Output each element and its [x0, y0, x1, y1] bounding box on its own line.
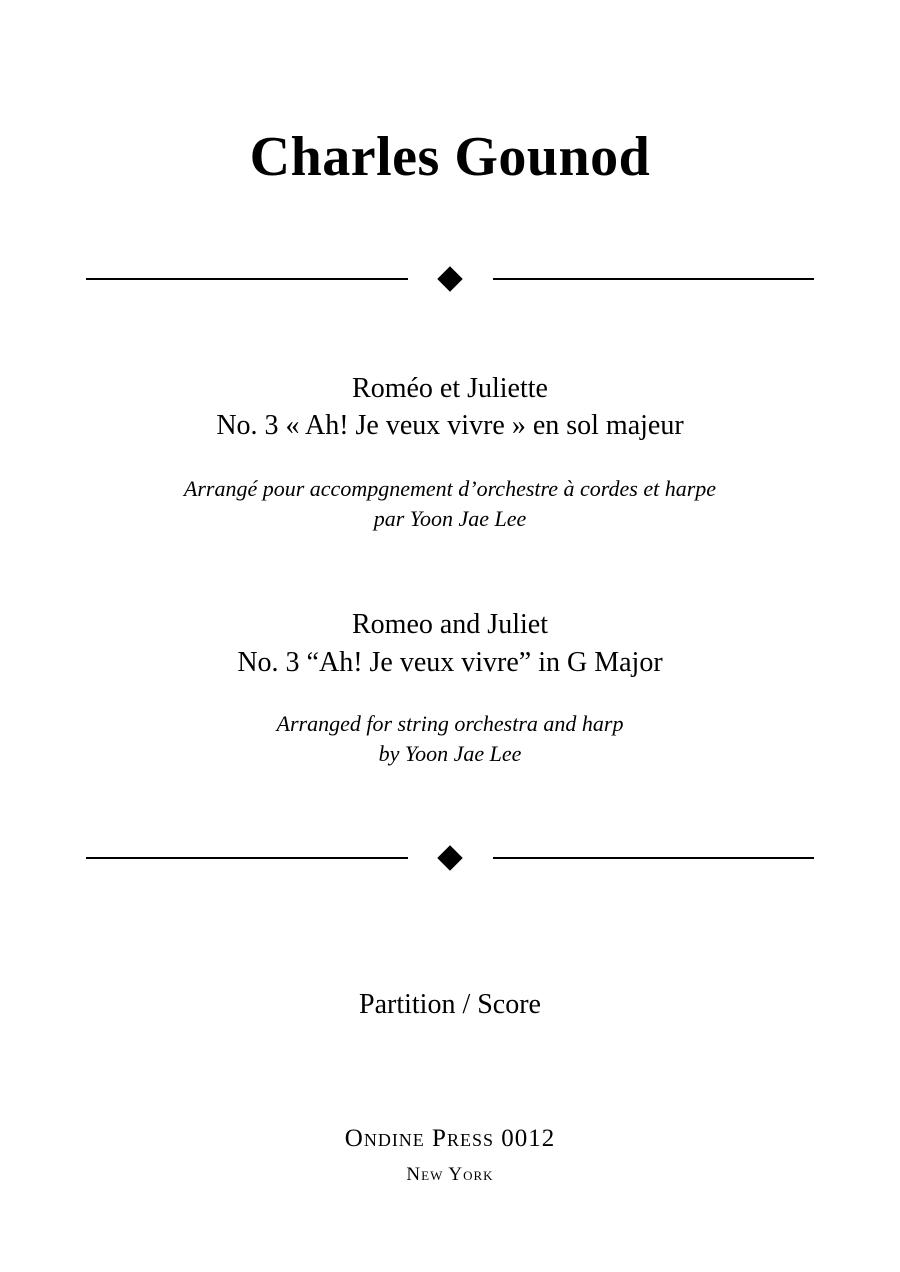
french-arrangement: Arrangé pour accompgnement d’orchestre à cordes et harpe — [183, 476, 717, 501]
diamond-icon — [437, 266, 462, 291]
bottom-divider — [0, 843, 900, 873]
english-arranger: by Yoon Jae Lee — [378, 741, 522, 766]
diamond-icon — [437, 845, 462, 870]
english-arrangement: Arranged for string orchestra and harp — [276, 711, 624, 736]
english-title: Romeo and Juliet — [352, 609, 548, 640]
french-subtitle: No. 3 « Ah! Je veux vivre » en sol majeur — [216, 410, 684, 441]
english-subtitle: No. 3 “Ah! Je veux vivre” in G Major — [237, 647, 663, 678]
publisher-name: Ondine Press 0012 — [344, 1125, 556, 1152]
french-arranger: par Yoon Jae Lee — [373, 506, 527, 531]
divider-rule-left — [86, 278, 408, 280]
french-title: Roméo et Juliette — [352, 373, 548, 404]
composer-name: Charles Gounod — [249, 126, 651, 188]
divider-rule-right — [493, 857, 814, 859]
edition-label: Partition / Score — [359, 989, 541, 1020]
divider-rule-left — [86, 857, 408, 859]
publisher-city: New York — [406, 1164, 494, 1185]
divider-rule-right — [493, 278, 814, 280]
top-divider — [0, 264, 900, 294]
